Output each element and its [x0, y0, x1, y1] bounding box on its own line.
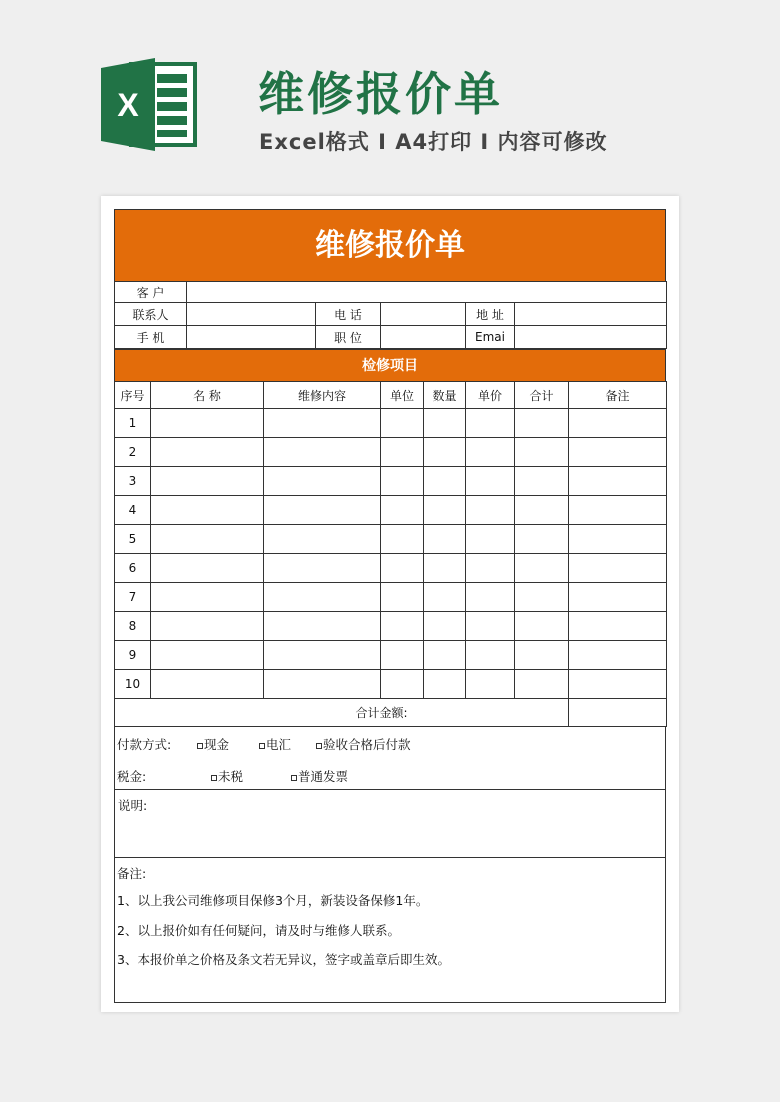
cell[interactable]: [515, 409, 569, 438]
cell[interactable]: [515, 438, 569, 467]
checkbox-icon: [316, 743, 322, 749]
row-number: 2: [115, 438, 151, 467]
cell[interactable]: [264, 612, 381, 641]
cell[interactable]: [569, 583, 667, 612]
total-field[interactable]: [569, 699, 667, 727]
note-item: 2、以上报价如有任何疑问，请及时与维修人联系。: [117, 923, 400, 938]
col-header: 备注: [569, 382, 667, 409]
row-number: 10: [115, 670, 151, 699]
mobile-field[interactable]: [187, 326, 316, 349]
col-header: 单位: [381, 382, 424, 409]
cell[interactable]: [424, 670, 466, 699]
cell[interactable]: [569, 525, 667, 554]
cell[interactable]: [381, 525, 424, 554]
cell[interactable]: [151, 409, 264, 438]
row-number: 1: [115, 409, 151, 438]
cell[interactable]: [381, 467, 424, 496]
address-field[interactable]: [515, 303, 667, 326]
svg-text:X: X: [117, 87, 139, 123]
items-table: [114, 381, 667, 727]
payment-option-wire[interactable]: 电汇: [259, 735, 291, 753]
table-row: [115, 467, 667, 496]
tax-label: 税金:: [117, 769, 147, 784]
position-field[interactable]: [381, 326, 466, 349]
cell[interactable]: [151, 670, 264, 699]
cell[interactable]: [515, 612, 569, 641]
table-row: [115, 496, 667, 525]
cell[interactable]: [466, 612, 515, 641]
page-subtitle: Excel格式 I A4打印 I 内容可修改: [259, 130, 608, 154]
cell[interactable]: [515, 467, 569, 496]
label-phone: 电 话: [316, 303, 381, 326]
customer-field[interactable]: [187, 282, 667, 303]
col-header: 名 称: [151, 382, 264, 409]
cell[interactable]: [151, 554, 264, 583]
description-label: 说明:: [118, 798, 148, 813]
table-row: [115, 438, 667, 467]
cell[interactable]: [151, 467, 264, 496]
table-row: [115, 409, 667, 438]
cell[interactable]: [466, 467, 515, 496]
cell[interactable]: [569, 554, 667, 583]
payment-section: [114, 727, 666, 790]
cell[interactable]: [151, 525, 264, 554]
col-header: 维修内容: [264, 382, 381, 409]
cell[interactable]: [381, 438, 424, 467]
table-row: [115, 670, 667, 699]
label-address: 地 址: [466, 303, 515, 326]
cell[interactable]: [381, 409, 424, 438]
checkbox-icon: [259, 743, 265, 749]
cell[interactable]: [424, 612, 466, 641]
cell[interactable]: [264, 641, 381, 670]
cell[interactable]: [381, 612, 424, 641]
checkbox-icon: [291, 775, 297, 781]
table-row: [115, 612, 667, 641]
payment-label: 付款方式:: [117, 737, 172, 752]
cell[interactable]: [569, 496, 667, 525]
cell[interactable]: [515, 641, 569, 670]
cell[interactable]: [151, 438, 264, 467]
row-number: 6: [115, 554, 151, 583]
cell[interactable]: [466, 409, 515, 438]
cell[interactable]: [151, 496, 264, 525]
col-header: 数量: [424, 382, 466, 409]
cell[interactable]: [466, 583, 515, 612]
tax-option-untaxed[interactable]: 未税: [211, 767, 243, 785]
description-section[interactable]: [114, 790, 666, 858]
cell[interactable]: [424, 641, 466, 670]
cell[interactable]: [381, 641, 424, 670]
cell[interactable]: [264, 583, 381, 612]
cell[interactable]: [466, 496, 515, 525]
cell[interactable]: [424, 438, 466, 467]
cell[interactable]: [151, 612, 264, 641]
label-email: Emai: [466, 326, 515, 349]
label-customer: 客 户: [115, 282, 187, 303]
cell[interactable]: [569, 438, 667, 467]
excel-logo-icon: [101, 56, 199, 153]
table-row: [115, 525, 667, 554]
cell[interactable]: [424, 525, 466, 554]
cell[interactable]: [515, 583, 569, 612]
cell[interactable]: [515, 496, 569, 525]
cell[interactable]: [515, 525, 569, 554]
label-position: 职 位: [316, 326, 381, 349]
notes-label: 备注:: [117, 866, 147, 881]
cell[interactable]: [264, 554, 381, 583]
cell[interactable]: [424, 467, 466, 496]
quote-sheet: [114, 209, 666, 1003]
checkbox-icon: [197, 743, 203, 749]
total-label: 合计金额:: [115, 699, 569, 727]
label-contact: 联系人: [115, 303, 187, 326]
cell[interactable]: [381, 583, 424, 612]
note-item: 3、本报价单之价格及条文若无异议，签字或盖章后即生效。: [117, 952, 450, 967]
row-number: 7: [115, 583, 151, 612]
section-header: 检修项目: [114, 349, 666, 381]
cell[interactable]: [264, 670, 381, 699]
cell[interactable]: [151, 641, 264, 670]
payment-option-after-acceptance[interactable]: 验收合格后付款: [316, 735, 411, 753]
cell[interactable]: [466, 525, 515, 554]
cell[interactable]: [424, 554, 466, 583]
col-header: 单价: [466, 382, 515, 409]
table-row: [115, 554, 667, 583]
phone-field[interactable]: [381, 303, 466, 326]
items-header-row: [115, 382, 667, 409]
cell[interactable]: [264, 467, 381, 496]
notes-section: [114, 858, 666, 1003]
sheet-title: 维修报价单: [114, 209, 666, 281]
cell[interactable]: [466, 438, 515, 467]
row-number: 4: [115, 496, 151, 525]
cell[interactable]: [381, 496, 424, 525]
cell[interactable]: [264, 496, 381, 525]
cell[interactable]: [466, 554, 515, 583]
cell[interactable]: [569, 612, 667, 641]
note-item: 1、以上我公司维修项目保修3个月，新装设备保修1年。: [117, 893, 429, 908]
contact-field[interactable]: [187, 303, 316, 326]
cell[interactable]: [264, 525, 381, 554]
row-number: 5: [115, 525, 151, 554]
tax-option-invoice[interactable]: 普通发票: [291, 767, 348, 785]
col-header: 序号: [115, 382, 151, 409]
cell[interactable]: [569, 641, 667, 670]
label-mobile: 手 机: [115, 326, 187, 349]
cell[interactable]: [466, 641, 515, 670]
cell[interactable]: [424, 583, 466, 612]
row-number: 3: [115, 467, 151, 496]
page-title: 维修报价单: [258, 67, 503, 121]
checkbox-icon: [211, 775, 217, 781]
col-header: 合计: [515, 382, 569, 409]
cell[interactable]: [424, 409, 466, 438]
cell[interactable]: [569, 670, 667, 699]
cell[interactable]: [466, 670, 515, 699]
table-row: [115, 641, 667, 670]
cell[interactable]: [264, 438, 381, 467]
cell[interactable]: [264, 409, 381, 438]
payment-option-cash[interactable]: 现金: [197, 735, 229, 753]
row-number: 8: [115, 612, 151, 641]
info-table: [114, 281, 667, 349]
table-row: [115, 583, 667, 612]
cell[interactable]: [381, 554, 424, 583]
cell[interactable]: [424, 496, 466, 525]
row-number: 9: [115, 641, 151, 670]
cell[interactable]: [381, 670, 424, 699]
cell[interactable]: [515, 554, 569, 583]
cell[interactable]: [569, 409, 667, 438]
email-field[interactable]: [515, 326, 667, 349]
cell[interactable]: [569, 467, 667, 496]
cell[interactable]: [515, 670, 569, 699]
cell[interactable]: [151, 583, 264, 612]
